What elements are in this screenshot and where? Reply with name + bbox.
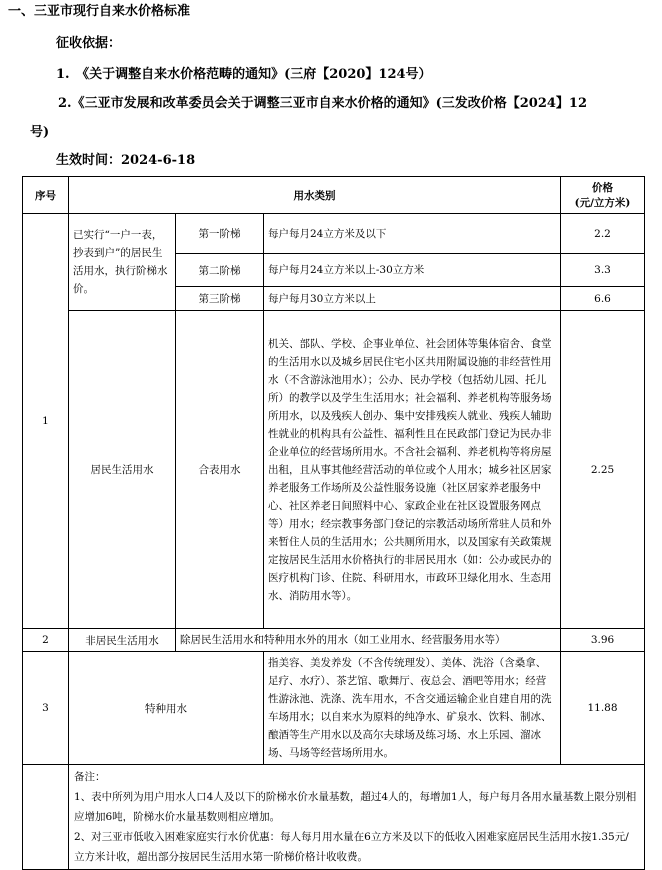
header-price-line1: 价格	[592, 182, 614, 194]
tier-price: 6.6	[561, 287, 645, 311]
effective-date: 生效时间：2024-6-18	[56, 153, 196, 168]
header-category: 用水类别	[69, 177, 561, 214]
tier-desc: 每户每月30立方米以上	[264, 287, 561, 311]
price-table	[22, 176, 645, 870]
notes-row	[23, 765, 645, 870]
combined-category: 居民生活用水	[69, 311, 176, 629]
tier-price: 2.2	[561, 214, 645, 254]
tier-price: 3.3	[561, 254, 645, 287]
table-row	[23, 629, 645, 652]
basis-label: 征收依据：	[56, 36, 122, 51]
header-row	[23, 177, 645, 214]
notes-title: 备注：	[74, 771, 106, 783]
tier-desc: 每户每月24立方米以上-30立方米	[264, 254, 561, 287]
tier-desc: 每户每月24立方米及以下	[264, 214, 561, 254]
combined-price: 2.25	[561, 311, 645, 629]
row3-category: 特种用水	[69, 652, 264, 765]
table-row	[23, 214, 645, 254]
basis-item-2-cont: 号)	[30, 125, 50, 140]
row2-price: 3.96	[561, 629, 645, 652]
row-no: 3	[23, 652, 69, 765]
row2-category: 非居民生活用水	[69, 629, 176, 652]
row3-price: 11.88	[561, 652, 645, 765]
row-no: 2	[23, 629, 69, 652]
header-no: 序号	[23, 177, 69, 214]
basis-item-1: 1. 《关于调整自来水价格范畴的通知》(三府【2020】124号）	[56, 67, 432, 82]
row3-desc: 指美容、美发养发（不含传统理发）、美体、洗浴（含桑拿、足疗、水疗）、茶艺馆、歌舞厅、夜总会、酒吧等用水；经营性游泳池、洗涤、洗车用水，不含交通运输企业自建自用的洗车场用水；以自来水为原料的纯净水、矿泉水、饮料、制冰、酿酒等生产用水以及高尔夫球场及练习场、水上乐园、溜冰场、马场等经营场所用水。	[264, 652, 561, 765]
tier-name: 第三阶梯	[176, 287, 264, 311]
table-row	[23, 652, 645, 765]
tier-name: 第二阶梯	[176, 254, 264, 287]
tier-name: 第一阶梯	[176, 214, 264, 254]
tier-group-label: 已实行“一户一表，抄表到户”的居民生活用水，执行阶梯水价。	[69, 214, 176, 311]
row-no: 1	[23, 214, 69, 629]
combined-type: 合表用水	[176, 311, 264, 629]
header-price-line2: (元/立方米)	[574, 197, 631, 209]
header-price	[561, 177, 645, 214]
note-2: 2、对三亚市低收入困难家庭实行水价优惠：每人每月用水量在6立方米及以下的低收入困难家庭居民生活用水按1.35元/立方米计收，超出部分按居民生活用水第一阶梯价格计收收费。	[74, 831, 629, 863]
combined-desc: 机关、部队、学校、企事业单位、社会团体等集体宿舍、食堂的生活用水以及城乡居民住宅小区共用附属设施的非经营性用水（不含游泳池用水）；公办、民办学校（包括幼儿园、托儿所）的教学以及学生生活用水；社会福利、养老机构等服务场所用水，以及残疾人创办、集中安排残疾人就业、残疾人辅助性就业的机构具有公益性、福利性且在民政部门登记为民办非企业单位的经营场所用水。不含社会福利、养老机构等将房屋出租，且从事其他经营活动的单位或个人用水；城乡社区居家养老服务工作场所及公益性服务设施（社区居家养老服务中心、社区养老日间照料中心、家政企业在社区设置服务网点等）用水；经宗教事务部门登记的宗教活动场所常驻人员和外来暂住人员的生活用水；公共厕所用水，以及国家有关政策规定按居民生活用水价格执行的非居民用水（如：公办或民办的医疗机构门诊、住院、科研用水，市政环卫绿化用水、生态用水、消防用水等）。	[264, 311, 561, 629]
notes-cell	[69, 765, 645, 870]
table-row	[23, 311, 645, 629]
section-heading: 一、三亚市现行自来水价格标准	[8, 4, 191, 19]
basis-item-2: 2.《三亚市发展和改革委员会关于调整三亚市自来水价格的通知》(三发改价格【2024】12	[58, 96, 587, 111]
notes-blank	[23, 765, 69, 870]
row2-desc: 除居民生活用水和特种用水外的用水（如工业用水、经营服务用水等）	[176, 629, 561, 652]
note-1: 1、表中所列为用户用水人口4人及以下的阶梯水价水量基数，超过4人的，每增加1人，每户每月各用水量基数上限分别相应增加6吨，阶梯水价水量基数则相应增加。	[74, 791, 637, 823]
